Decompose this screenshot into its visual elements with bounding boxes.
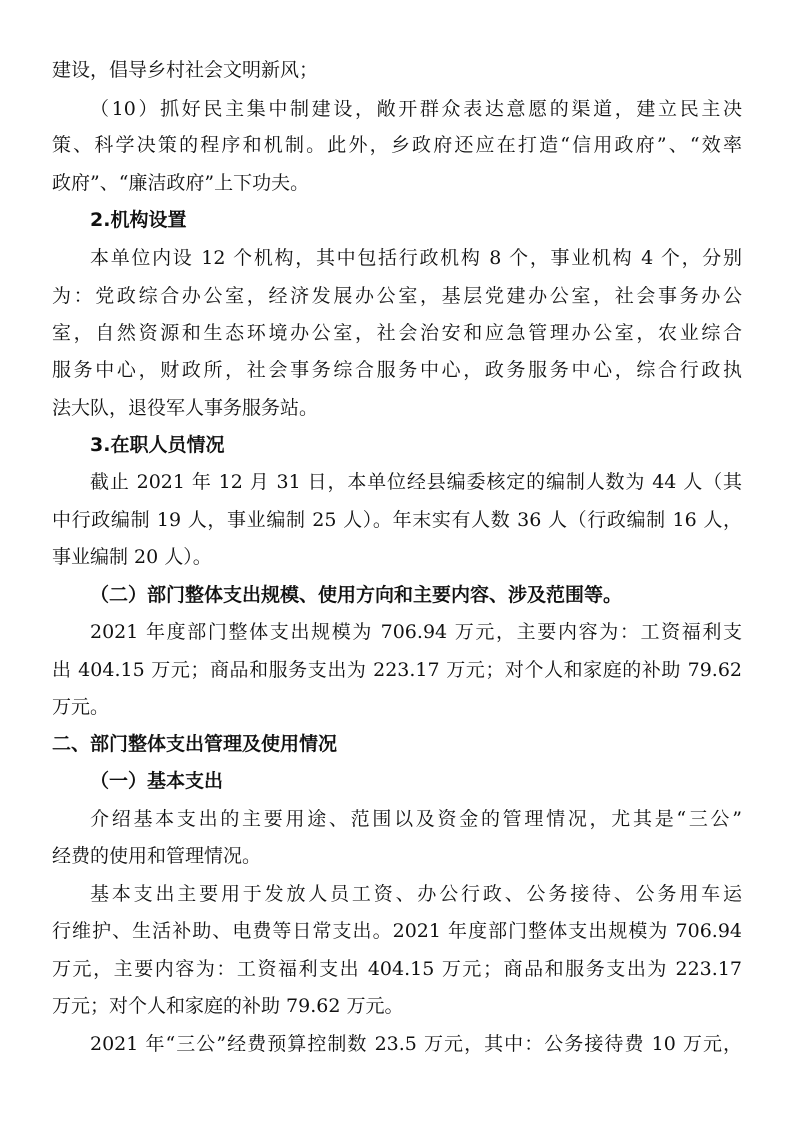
section-heading: 二、部门整体支出管理及使用情况 [52, 733, 338, 755]
section-heading: 2.机构设置 [90, 209, 187, 231]
text-line: 基本支出主要用于发放人员工资、办公行政、公务接待、公务用车运 [90, 883, 742, 905]
text-line: 截止 2021 年 12 月 31 日，本单位经县编委核定的编制人数为 44 人（其 [90, 471, 742, 493]
text-line: 中行政编制 19 人，事业编制 25 人）。年末实有人数 36 人（行政编制 16 人， [52, 509, 742, 531]
text-line: 政府”、“廉洁政府”上下功夫。 [52, 172, 310, 194]
text-line: 服务中心，财政所，社会事务综合服务中心，政务服务中心，综合行政执 [52, 359, 742, 381]
text-line: 策、科学决策的程序和机制。此外，乡政府还应在打造“信用政府”、“效率 [52, 134, 742, 156]
text-line: （10）抓好民主集中制建设，敞开群众表达意愿的渠道，建立民主决 [90, 98, 742, 120]
text-line: 万元；对个人和家庭的补助 79.62 万元。 [52, 995, 404, 1017]
text-line: 行维护、生活补助、电费等日常支出。2021 年度部门整体支出规模为 706.94 [52, 920, 742, 942]
text-line: 2021 年“三公”经费预算控制数 23.5 万元，其中：公务接待费 10 万元， [90, 1033, 742, 1055]
section-heading: （一）基本支出 [90, 770, 224, 792]
section-heading: （二）部门整体支出规模、使用方向和主要内容、涉及范围等。 [90, 584, 623, 606]
text-line: 万元，主要内容为：工资福利支出 404.15 万元；商品和服务支出为 223.17 [52, 958, 742, 980]
text-line: 法大队，退役军人事务服务站。 [52, 397, 319, 419]
text-line: 2021 年度部门整体支出规模为 706.94 万元，主要内容为：工资福利支 [90, 621, 742, 643]
text-line: 万元。 [52, 696, 110, 718]
text-line: 出 404.15 万元；商品和服务支出为 223.17 万元；对个人和家庭的补助 79.62 [52, 659, 742, 681]
section-heading: 3.在职人员情况 [90, 434, 225, 456]
text-line: 经费的使用和管理情况。 [52, 845, 262, 867]
text-line: 事业编制 20 人）。 [52, 546, 212, 568]
text-line: 介绍基本支出的主要用途、范围以及资金的管理情况，尤其是“三公” [90, 808, 742, 830]
text-line: 建设，倡导乡村社会文明新风； [52, 59, 319, 81]
text-line: 本单位内设 12 个机构，其中包括行政机构 8 个，事业机构 4 个，分别 [90, 247, 742, 269]
text-line: 为：党政综合办公室，经济发展办公室，基层党建办公室，社会事务办公 [52, 285, 742, 307]
text-line: 室，自然资源和生态环境办公室，社会治安和应急管理办公室，农业综合 [52, 322, 742, 344]
